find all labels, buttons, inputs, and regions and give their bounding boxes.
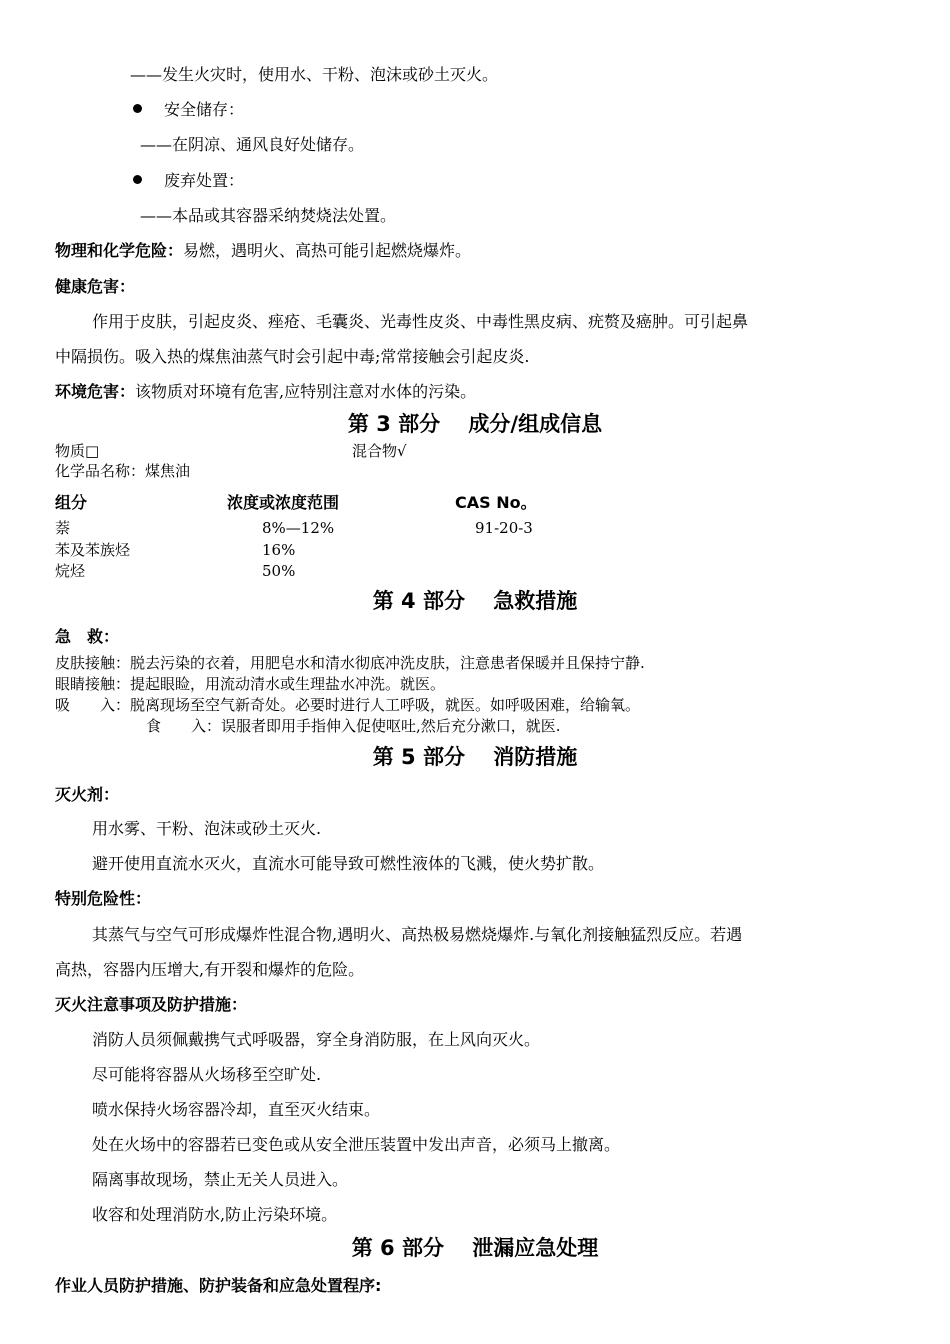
component-cell: 苯及苯族烃: [55, 541, 131, 559]
chem-name: 化学品名称：煤焦油: [55, 462, 191, 480]
disposal-label: 废弃处置：: [164, 171, 245, 190]
section-4-title: 第 4 部分 急救措施: [372, 589, 578, 613]
table-row: [55, 540, 915, 562]
disposal-item: [133, 170, 244, 192]
disposal-line: ——本品或其容器采纳焚烧法处置。: [140, 206, 397, 225]
precautions-label: 灭火注意事项及防护措施：: [55, 995, 248, 1014]
storage-item: [133, 99, 244, 121]
bullet-icon: [133, 104, 142, 113]
precaution-item: 尽可能将容器从火场移至空旷处.: [92, 1065, 322, 1084]
composition-header: [55, 490, 915, 512]
component-cell: 萘: [55, 519, 71, 537]
storage-label: 安全储存：: [164, 100, 245, 119]
health-hazard-p2: 中隔损伤。吸入热的煤焦油蒸气时会引起中毒;常常接触会引起皮炎.: [55, 347, 530, 366]
precaution-item: 消防人员须佩戴携气式呼吸器，穿全身消防服，在上风向灭火。: [92, 1030, 541, 1049]
precaution-item: 处在火场中的容器若已变色或从安全泄压装置中发出声音，必须马上撤离。: [92, 1135, 621, 1154]
bullet-icon: [133, 175, 142, 184]
header-cas: CAS No。: [455, 493, 537, 512]
extinguisher-label: 灭火剂：: [55, 785, 120, 804]
section-6-title: 第 6 部分 泄漏应急处理: [351, 1236, 599, 1260]
first-aid-label: 急 救：: [55, 627, 120, 646]
extinguisher-1: 用水雾、干粉、泡沫或砂土灭火.: [92, 819, 322, 838]
section-3-title: 第 3 部分 成分/组成信息: [347, 412, 603, 436]
phys-hazard-text: 易燃，遇明火、高热可能引起燃烧爆炸。: [183, 241, 472, 260]
table-row: [55, 561, 915, 583]
header-concentration: 浓度或浓度范围: [227, 493, 340, 512]
mixture-option: 混合物√: [352, 442, 407, 460]
precaution-item: 喷水保持火场容器冷却，直至灭火结束。: [92, 1100, 381, 1119]
inhalation: 吸 入：脱离现场至空气新奇处。必要时进行人工呼吸，就医。如呼吸困难，给输氧。: [55, 696, 641, 714]
health-hazard-p1: 作用于皮肤，引起皮炎、痤疮、毛囊炎、光毒性皮炎、中毒性黑皮病、疣赘及癌肿。可引起鼻: [92, 312, 749, 331]
precaution-item: 隔离事故现场，禁止无关人员进入。: [92, 1170, 349, 1189]
skin-contact: 皮肤接触：脱去污染的衣着，用肥皂水和清水彻底冲洗皮肤，注意患者保暖并且保持宁静.: [55, 654, 645, 672]
substance-option: 物质□: [55, 442, 100, 460]
responder-measures-label: 作业人员防护措施、防护装备和应急处置程序:: [55, 1276, 382, 1295]
env-hazard-text: 该物质对环境有危害,应特别注意对水体的污染。: [135, 382, 477, 401]
concentration-cell: 8%—12%: [262, 519, 335, 537]
env-hazard: [55, 381, 476, 403]
env-hazard-label: 环境危害：: [55, 382, 136, 401]
special-hazard-p2: 高热，容器内压增大,有开裂和爆炸的危险。: [55, 960, 365, 979]
cas-cell: 91-20-3: [475, 519, 533, 537]
component-cell: 烷烃: [55, 562, 86, 580]
special-hazard-p1: 其蒸气与空气可形成爆炸性混合物,遇明火、高热极易燃烧爆炸.与氧化剂接触猛烈反应。若遇: [92, 925, 743, 944]
extinguisher-2: 避开使用直流水灭火，直流水可能导致可燃性液体的飞溅，使火势扩散。: [92, 854, 605, 873]
section-5-title: 第 5 部分 消防措施: [372, 745, 578, 769]
phys-hazard: [55, 240, 471, 262]
concentration-cell: 50%: [262, 562, 296, 580]
table-row: [55, 518, 915, 540]
fire-line: ——发生火灾时，使用水、干粉、泡沫或砂土灭火。: [130, 65, 499, 84]
header-component: 组分: [55, 493, 88, 512]
phys-hazard-label: 物理和化学危险：: [55, 241, 184, 260]
eye-contact: 眼睛接触：提起眼睑，用流动清水或生理盐水冲洗。就医。: [55, 675, 446, 693]
health-hazard-label: 健康危害：: [55, 277, 136, 296]
storage-line: ——在阴凉、通风良好处储存。: [140, 135, 365, 154]
ingestion: 食 入：误服者即用手指伸入促使呕吐,然后充分漱口，就医.: [146, 717, 561, 735]
special-hazard-label: 特别危险性：: [55, 889, 152, 908]
precaution-item: 收容和处理消防水,防止污染环境。: [92, 1205, 338, 1224]
concentration-cell: 16%: [262, 541, 296, 559]
